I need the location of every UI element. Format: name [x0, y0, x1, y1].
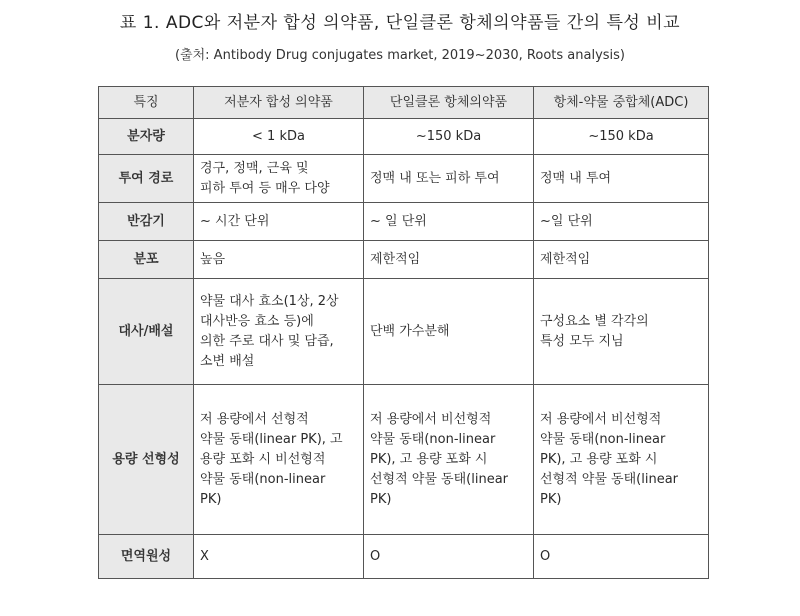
- cell-adc: 저 용량에서 비선형적 약물 동태(non-linear PK), 고 용량 포화 시 선형적 약물 동태(linear PK): [534, 385, 709, 535]
- header-small-molecule: 저분자 합성 의약품: [194, 87, 364, 119]
- comparison-table: [98, 86, 709, 579]
- cell-small-molecule: X: [194, 535, 364, 579]
- table-row: [99, 385, 709, 535]
- row-feature: 반감기: [99, 203, 194, 241]
- cell-monoclonal-antibody: 단백 가수분해: [364, 279, 534, 385]
- cell-adc: ~150 kDa: [534, 119, 709, 155]
- table-row: [99, 535, 709, 579]
- row-feature: 면역원성: [99, 535, 194, 579]
- table-row: [99, 279, 709, 385]
- cell-small-molecule: 약물 대사 효소(1상, 2상 대사반응 효소 등)에 의한 주로 대사 및 담즙, 소변 배설: [194, 279, 364, 385]
- cell-adc: 정맥 내 투여: [534, 155, 709, 203]
- cell-monoclonal-antibody: 저 용량에서 비선형적 약물 동태(non-linear PK), 고 용량 포화 시 선형적 약물 동태(linear PK): [364, 385, 534, 535]
- table-row: [99, 119, 709, 155]
- table-source: (출처: Antibody Drug conjugates market, 2019~2030, Roots analysis): [174, 48, 625, 63]
- cell-adc: 제한적임: [534, 241, 709, 279]
- row-feature: 대사/배설: [99, 279, 194, 385]
- row-feature: 분자량: [99, 119, 194, 155]
- table-row: [99, 241, 709, 279]
- row-feature: 투여 경로: [99, 155, 194, 203]
- cell-small-molecule: ~ 시간 단위: [194, 203, 364, 241]
- table-title: 표 1. ADC와 저분자 합성 의약품, 단일클론 항체의약품들 간의 특성 비교: [119, 13, 681, 33]
- cell-small-molecule: 높음: [194, 241, 364, 279]
- cell-adc: ~일 단위: [534, 203, 709, 241]
- cell-monoclonal-antibody: O: [364, 535, 534, 579]
- cell-monoclonal-antibody: 제한적임: [364, 241, 534, 279]
- table-row: [99, 155, 709, 203]
- cell-small-molecule: 경구, 정맥, 근육 및 피하 투여 등 매우 다양: [194, 155, 364, 203]
- cell-adc: 구성요소 별 각각의 특성 모두 지님: [534, 279, 709, 385]
- table-row: [99, 203, 709, 241]
- cell-monoclonal-antibody: ~ 일 단위: [364, 203, 534, 241]
- cell-adc: O: [534, 535, 709, 579]
- cell-monoclonal-antibody: 정맥 내 또는 피하 투여: [364, 155, 534, 203]
- header-adc: 항체-약물 중합체(ADC): [534, 87, 709, 119]
- cell-small-molecule: < 1 kDa: [194, 119, 364, 155]
- header-monoclonal-antibody: 단일클론 항체의약품: [364, 87, 534, 119]
- cell-monoclonal-antibody: ~150 kDa: [364, 119, 534, 155]
- row-feature: 분포: [99, 241, 194, 279]
- table-header-row: [99, 87, 709, 119]
- row-feature: 용량 선형성: [99, 385, 194, 535]
- cell-small-molecule: 저 용량에서 선형적 약물 동태(linear PK), 고 용량 포화 시 비선형적 약물 동태(non-linear PK): [194, 385, 364, 535]
- header-feature: 특징: [99, 87, 194, 119]
